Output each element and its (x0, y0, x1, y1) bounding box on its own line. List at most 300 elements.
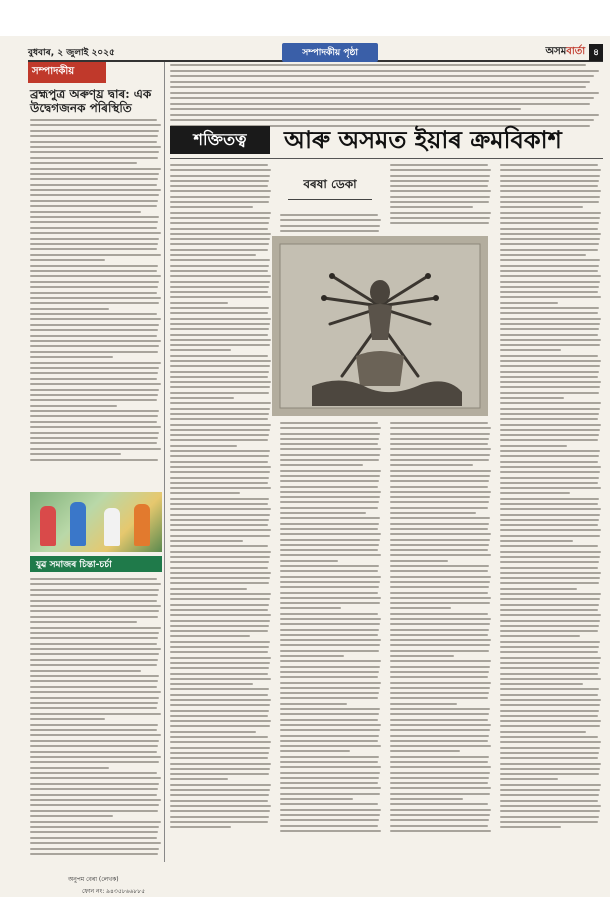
text-line (170, 715, 268, 717)
text-line (280, 433, 380, 435)
text-line (500, 731, 586, 733)
text-line (30, 410, 159, 412)
text-line (500, 524, 598, 526)
text-line (390, 697, 488, 699)
text-line (500, 397, 564, 399)
text-line (390, 517, 490, 519)
text-line (170, 349, 231, 351)
text-line (500, 694, 598, 696)
text-line (30, 394, 158, 396)
text-line (30, 616, 158, 618)
feature-badge: শক্তিতত্ব (170, 126, 270, 154)
text-line (170, 720, 271, 722)
text-line (280, 660, 381, 662)
text-line (170, 217, 270, 219)
text-line (500, 625, 599, 627)
text-line (170, 778, 228, 780)
text-line (30, 259, 105, 261)
text-line (390, 729, 490, 731)
text-line (30, 372, 158, 374)
editorial-column (28, 62, 165, 895)
text-line (390, 528, 488, 530)
text-line (170, 699, 271, 701)
text-line (390, 819, 489, 821)
text-line (30, 340, 161, 342)
text-line (280, 782, 378, 784)
text-line (280, 533, 381, 535)
text-line (500, 741, 601, 743)
title-rule (170, 158, 603, 159)
text-line (170, 704, 270, 706)
text-line (390, 740, 488, 742)
text-line (280, 570, 378, 572)
text-line (280, 448, 381, 450)
text-line (170, 97, 594, 99)
text-line (170, 291, 268, 293)
text-line (500, 678, 601, 680)
text-line (170, 614, 271, 616)
text-line (500, 296, 601, 298)
text-line (170, 482, 268, 484)
text-line (280, 697, 378, 699)
text-line (500, 180, 599, 182)
text-line (170, 604, 269, 606)
text-line (30, 589, 159, 591)
text-line (390, 570, 488, 572)
text-line (30, 243, 158, 245)
text-line (390, 586, 489, 588)
text-line (170, 360, 271, 362)
text-line (170, 81, 590, 83)
text-line (30, 707, 157, 709)
text-line (500, 487, 601, 489)
text-line (170, 429, 270, 431)
text-line (170, 243, 269, 245)
text-line (170, 439, 268, 441)
text-line (500, 169, 601, 171)
text-line (500, 471, 600, 473)
text-line (30, 442, 157, 444)
text-line (170, 75, 594, 77)
text-line (170, 662, 270, 664)
text-line (30, 135, 158, 137)
text-line (280, 793, 380, 795)
text-line (30, 356, 113, 358)
text-line (390, 533, 491, 535)
text-line (500, 630, 598, 632)
text-line (500, 789, 600, 791)
text-line (170, 233, 271, 235)
article-column-3 (390, 422, 492, 852)
text-line (390, 592, 488, 594)
text-line (170, 281, 270, 283)
text-line (390, 629, 489, 631)
text-line (500, 286, 599, 288)
text-line (30, 804, 159, 806)
text-line (170, 757, 268, 759)
text-line (280, 544, 379, 546)
text-line (280, 713, 379, 715)
text-line (500, 360, 601, 362)
text-line (170, 471, 270, 473)
article-column-3-top (390, 164, 492, 234)
text-line (500, 365, 600, 367)
text-line (390, 830, 491, 832)
text-line (390, 222, 489, 224)
text-line (500, 763, 601, 765)
text-line (280, 438, 379, 440)
text-line (390, 607, 451, 609)
text-line (30, 297, 161, 299)
text-line (500, 238, 600, 240)
author-rule (288, 199, 372, 200)
text-line (280, 666, 380, 668)
text-line (170, 455, 269, 457)
text-line (390, 190, 491, 192)
text-line (280, 464, 363, 466)
text-line (500, 466, 601, 468)
text-line (280, 501, 379, 503)
text-line (170, 577, 270, 579)
text-line (170, 397, 234, 399)
text-line (30, 853, 158, 855)
text-line (170, 114, 599, 116)
text-line (280, 634, 378, 636)
text-line (30, 389, 159, 391)
text-line (30, 232, 161, 234)
text-line (30, 702, 158, 704)
text-line (30, 329, 158, 331)
text-line (280, 230, 379, 232)
text-line (500, 206, 583, 208)
text-line (500, 275, 601, 277)
text-line (500, 646, 599, 648)
text-line (390, 756, 489, 758)
text-line (500, 265, 599, 267)
text-line (390, 554, 491, 556)
text-line (500, 620, 600, 622)
text-line (170, 180, 269, 182)
text-line (500, 688, 599, 690)
text-line (390, 766, 491, 768)
text-line (500, 413, 599, 415)
text-line (30, 415, 158, 417)
text-line (500, 164, 598, 166)
text-line (500, 243, 599, 245)
text-line (30, 367, 159, 369)
text-line (500, 450, 600, 452)
text-line (390, 523, 489, 525)
text-line (170, 259, 270, 261)
text-line (280, 819, 379, 821)
text-line (30, 254, 161, 256)
text-line (30, 610, 159, 612)
text-line (280, 777, 379, 779)
text-line (170, 70, 599, 72)
text-line (30, 448, 161, 450)
feature-author: বৰষা ডেকা (303, 177, 357, 191)
top-banner-text (170, 64, 603, 130)
text-line (280, 623, 380, 625)
text-line (170, 296, 271, 298)
editorial-phone: ফোন নং: ৯৪৩৫৮৬৬৮৮৫ (82, 888, 146, 895)
text-line (390, 512, 476, 514)
text-line (30, 772, 157, 774)
text-line (390, 671, 489, 673)
text-line (280, 560, 338, 562)
text-line (390, 777, 489, 779)
text-line (30, 168, 161, 170)
text-line (390, 666, 490, 668)
text-line (170, 741, 271, 743)
text-line (30, 697, 159, 699)
text-line (500, 498, 599, 500)
text-line (30, 632, 159, 634)
text-line (170, 302, 228, 304)
text-line (390, 644, 490, 646)
text-line (170, 386, 270, 388)
text-line (30, 205, 157, 207)
text-line (280, 825, 378, 827)
text-line (390, 480, 489, 482)
text-line (500, 805, 601, 807)
text-line (170, 312, 268, 314)
text-line (500, 588, 577, 590)
text-line (390, 687, 490, 689)
text-line (280, 629, 379, 631)
text-line (280, 443, 378, 445)
text-line (170, 641, 270, 643)
text-line (170, 169, 271, 171)
text-line (170, 630, 268, 632)
text-line (170, 86, 586, 88)
text-line (500, 455, 599, 457)
text-line (30, 777, 161, 779)
text-line (280, 528, 378, 530)
text-line (500, 381, 601, 383)
text-line (280, 496, 380, 498)
youth-body (30, 578, 162, 858)
text-line (280, 708, 380, 710)
text-line (390, 433, 490, 435)
text-line (390, 576, 491, 578)
text-line (390, 180, 489, 182)
text-line (280, 687, 380, 689)
text-line (390, 708, 490, 710)
text-line (30, 270, 157, 272)
text-line (30, 275, 161, 277)
text-line (280, 470, 381, 472)
text-line (30, 184, 157, 186)
text-line (390, 185, 488, 187)
page-header (28, 44, 603, 62)
text-line (280, 830, 381, 832)
text-line (170, 477, 269, 479)
text-line (500, 334, 598, 336)
text-line (170, 212, 271, 214)
text-line (170, 625, 269, 627)
text-line (390, 422, 488, 424)
text-line (280, 814, 380, 816)
text-line (170, 635, 250, 637)
text-line (280, 750, 350, 752)
text-line (30, 399, 157, 401)
text-line (30, 313, 157, 315)
text-line (280, 803, 378, 805)
text-line (390, 470, 491, 472)
text-line (30, 281, 159, 283)
text-line (500, 773, 599, 775)
text-line (170, 434, 269, 436)
text-line (170, 466, 271, 468)
text-line (500, 614, 601, 616)
text-line (500, 482, 598, 484)
text-line (170, 323, 270, 325)
text-line (30, 740, 159, 742)
text-line (30, 421, 157, 423)
text-line (280, 644, 380, 646)
text-line (30, 799, 161, 801)
text-line (30, 637, 158, 639)
text-line (170, 752, 269, 754)
text-line (280, 703, 347, 705)
text-line (500, 281, 600, 283)
text-line (280, 539, 380, 541)
text-line (390, 692, 489, 694)
text-line (280, 517, 380, 519)
text-line (30, 216, 159, 218)
text-line (390, 427, 491, 429)
text-line (500, 826, 561, 828)
text-line (280, 682, 381, 684)
paper-id (545, 44, 603, 61)
text-line (500, 339, 601, 341)
text-line (30, 670, 141, 672)
page-number: ৪ (589, 44, 603, 61)
text-line (390, 650, 489, 652)
text-line (500, 778, 558, 780)
text-line (280, 772, 380, 774)
text-line (390, 761, 488, 763)
text-line (390, 798, 463, 800)
text-line (390, 750, 460, 752)
text-line (30, 437, 158, 439)
text-line (170, 736, 268, 738)
text-line (390, 787, 491, 789)
text-line (30, 810, 158, 812)
text-line (30, 405, 117, 407)
text-line (30, 686, 157, 688)
text-line (280, 729, 380, 731)
text-line (280, 512, 366, 514)
text-line (280, 761, 378, 763)
text-line (170, 789, 270, 791)
text-line (390, 655, 454, 657)
text-line (390, 491, 491, 493)
text-line (500, 582, 599, 584)
text-line (30, 837, 157, 839)
text-line (500, 810, 600, 812)
text-line (500, 461, 598, 463)
text-line (30, 794, 157, 796)
text-line (30, 345, 159, 347)
text-line (280, 454, 380, 456)
text-line (500, 641, 600, 643)
text-line (390, 713, 489, 715)
text-line (500, 492, 570, 494)
text-line (170, 201, 269, 203)
text-line (170, 567, 268, 569)
text-line (30, 605, 161, 607)
text-line (500, 561, 599, 563)
text-line (170, 450, 270, 452)
text-line (390, 639, 491, 641)
text-line (30, 162, 137, 164)
text-line (500, 190, 601, 192)
text-line (390, 196, 490, 198)
text-line (390, 496, 490, 498)
text-line (170, 667, 269, 669)
text-line (500, 609, 598, 611)
text-line (500, 720, 601, 722)
text-line (390, 814, 490, 816)
text-line (170, 487, 271, 489)
text-line (170, 540, 243, 542)
text-line (390, 745, 491, 747)
goddess-illustration-icon (272, 236, 488, 416)
text-line (170, 588, 247, 590)
text-line (390, 623, 490, 625)
text-line (170, 535, 270, 537)
feature-title: আৰু অসমত ইয়াৰ ক্ৰমবিকাশ (284, 125, 562, 154)
text-line (170, 646, 269, 648)
text-line (30, 643, 157, 645)
text-line (390, 212, 491, 214)
text-line (170, 498, 269, 500)
text-line (30, 767, 109, 769)
text-line (170, 747, 270, 749)
text-line (30, 141, 157, 143)
text-line (30, 691, 161, 693)
text-line (170, 402, 271, 404)
text-line (280, 219, 381, 221)
text-line (170, 794, 269, 796)
text-line (280, 676, 378, 678)
text-line (170, 609, 268, 611)
text-line (30, 308, 109, 310)
text-line (280, 592, 378, 594)
editorial-label: সম্পাদকীয় (28, 62, 106, 83)
text-line (500, 323, 600, 325)
text-line (30, 265, 158, 267)
text-line (30, 648, 161, 650)
text-line (500, 349, 561, 351)
text-line (170, 408, 270, 410)
text-line (170, 826, 231, 828)
text-line (170, 503, 268, 505)
text-line (390, 169, 491, 171)
text-line (170, 556, 270, 558)
text-line (280, 427, 381, 429)
text-line (500, 355, 598, 357)
text-line (30, 627, 161, 629)
text-line (500, 794, 599, 796)
text-line (390, 772, 490, 774)
text-line (390, 206, 473, 208)
text-line (170, 381, 271, 383)
text-line (390, 539, 490, 541)
text-line (170, 816, 269, 818)
